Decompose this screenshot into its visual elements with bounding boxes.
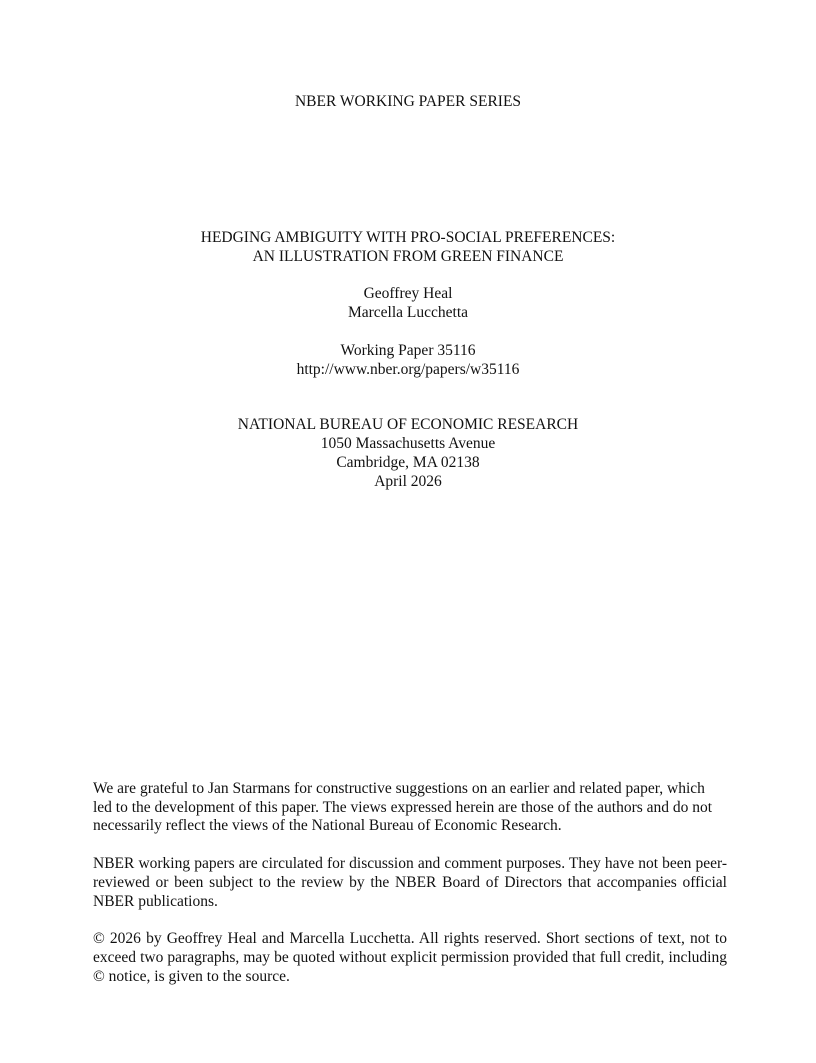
series-text: NBER WORKING PAPER SERIES	[294, 93, 522, 110]
front-matter-notes	[93, 780, 727, 1005]
paper-title	[0, 228, 816, 266]
organization-city: Cambridge, MA 02138	[336, 454, 480, 471]
publication-date: April 2026	[374, 473, 442, 490]
working-paper-url[interactable]: http://www.nber.org/papers/w35116	[296, 361, 520, 378]
disclaimer-paragraph: NBER working papers are circulated for discussion and comment purposes. They have not been peer-reviewed or been subject to the review by the NBER Board of Directors that accompanies official NBER publications.	[93, 855, 727, 910]
working-paper-number: Working Paper 35116	[340, 342, 476, 359]
paper-title-line-2: AN ILLUSTRATION FROM GREEN FINANCE	[252, 248, 564, 265]
working-paper-info	[0, 341, 816, 379]
organization-block	[0, 415, 816, 491]
acknowledgment-paragraph: We are grateful to Jan Starmans for constructive suggestions on an earlier and related paper, which led to the development of this paper. The views expressed herein are those of the authors and do not necessarily reflect the views of the National Bureau of Economic Research.	[93, 780, 713, 835]
organization-name: NATIONAL BUREAU OF ECONOMIC RESEARCH	[237, 416, 579, 433]
paper-title-line-1: HEDGING AMBIGUITY WITH PRO-SOCIAL PREFERENCES:	[200, 229, 616, 246]
author-list	[0, 284, 816, 322]
author-name: Geoffrey Heal	[363, 285, 453, 302]
series-label	[0, 92, 816, 111]
organization-street: 1050 Massachusetts Avenue	[320, 435, 496, 452]
copyright-paragraph: © 2026 by Geoffrey Heal and Marcella Lucchetta. All rights reserved. Short sections of text, not to exceed two paragraphs, may be quoted without explicit permission provided that full credit, including © notice, is given to the source.	[93, 930, 727, 985]
author-name: Marcella Lucchetta	[347, 304, 469, 321]
